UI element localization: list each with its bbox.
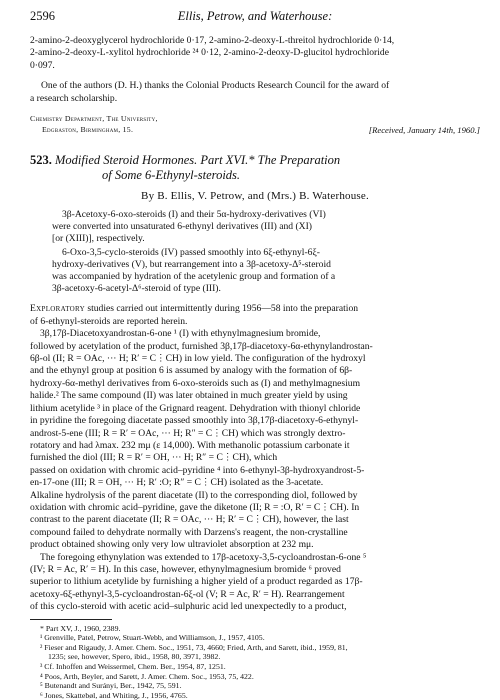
footnote: * Part XV, J., 1960, 2389. [40, 623, 121, 633]
text-line: One of the authors (D. H.) thanks the Colonial Products Research Council for the award of [41, 80, 390, 92]
footnote: ³ Cf. Inhoffen and Weissermel, Chem. Ber., 1954, 87, 1251. [40, 661, 226, 671]
abstract-paragraph-1 [52, 209, 458, 246]
text-line: 0·097. [30, 59, 55, 71]
author-address [30, 114, 480, 136]
text-line: followed by acetylation of the product, furnished 3β,17β-diacetoxy-6α-ethynylandrostan- [30, 340, 373, 352]
text-line: Alkaline hydrolysis of the parent diacetate (II) to the corresponding diol, followed by [30, 489, 358, 501]
text-line: 2-amino-2-deoxyglycerol hydrochloride 0·17, 2-amino-2-deoxy-L-threitol hydrochloride 0·14, [30, 35, 395, 46]
text-line: product obtained showing only very low ultraviolet absorption at 232 mμ. [30, 539, 314, 551]
address-city: Edgbaston, Birmingham, 15. [42, 124, 134, 134]
text-line: rotatory and had λmax. 232 mμ (ε 14,000). With methanolic potassium carbonate it [30, 439, 350, 451]
abstract-paragraph-2 [52, 247, 458, 296]
journal-page [30, 0, 480, 700]
address-department: Chemistry Department, The University, [30, 114, 158, 124]
text-line: compound failed to dehydrate normally with Darzens's reagent, the non-crystalline [30, 526, 348, 538]
text-line: 6-Oxo-3,5-cyclo-steroids (IV) passed smoothly into 6ξ-ethynyl-6ξ- [62, 246, 320, 258]
text-line: The foregoing ethynylation was extended to 17β-acetoxy-3,5-cycloandrostan-6-one ⁵ [40, 551, 367, 563]
text-line: 6β-ol (II; R = OAc, ··· H; R′ = C⋮CH) in low yield. The configuration of the hydroxyl [30, 353, 366, 365]
text-line: of 6-ethynyl-steroids are reported herein. [30, 315, 188, 327]
footnotes [30, 624, 480, 700]
text-line: oxidation with chromic acid–pyridine, gave the diketone (II; R = :O, R′ = C⋮CH). In [30, 501, 360, 513]
footnote: ⁵ Butenandt and Surányi, Ber., 1942, 75, 591. [40, 681, 182, 691]
text-line: 3β,17β-Diacetoxyandrostan-6-one ¹ (I) with ethynylmagnesium bromide, [40, 328, 321, 340]
received-date: [Received, January 14th, 1960.] [368, 124, 480, 135]
text-line: superior to lithium acetylide by furnishing a higher yield of a product regarded as 17β- [30, 576, 363, 588]
first-line-text: studies carried out intermittently during 1956—58 into the preparation [84, 303, 359, 315]
article-authors: By B. Ellis, V. Petrow, and (Mrs.) B. Waterhouse. [141, 190, 369, 203]
article-heading [30, 153, 480, 183]
text-line: lithium acetylide ³ in place of the Grignard reagent. Dehydration with thionyl chloride [30, 402, 361, 414]
lead-in-word: Exploratory [30, 303, 85, 315]
page-number: 2596 [30, 9, 55, 23]
footnote: ⁴ Poos, Arth, Beyler, and Sarett, J. Amer. Chem. Soc., 1953, 75, 422. [40, 671, 254, 681]
article-number: 523. [30, 153, 52, 168]
text-line: and the ethynyl group at position 6 is assumed by analogy with the formation of 6β- [30, 365, 353, 377]
footnote: ¹ Grenville, Patel, Petrow, Stuart-Webb, and Williamson, J., 1957, 4105. [40, 633, 265, 643]
text-line: halide.² The same compound (II) was later obtained in much greater yield by using [30, 390, 348, 402]
text-line: a research scholarship. [30, 92, 118, 104]
text-line: 2-amino-2-deoxy-L-xylitol hydrochloride ²⁴ 0·12, 2-amino-2-deoxy-D-glucitol hydrochloride [30, 47, 389, 59]
text-line: en-17-one (III; R = OH, ··· H; R′ :O; R″ = C⋮CH) isolated as the 3-acetate. [30, 477, 324, 489]
text-line: hydroxy-6α-methyl derivatives from 6-oxo-steroids such as (I) and methylmagnesium [30, 377, 361, 389]
text-line: androst-5-ene (III; R = R′ = OAc, ··· H; R″ = C⋮CH) which was strongly dextro- [30, 427, 346, 439]
text-line: passed on oxidation with chromic acid–pyridine ⁴ into 6-ethynyl-3β-hydroxyandrost-5- [30, 464, 365, 476]
text-line: was accompanied by hydration of the acetylenic group and formation of a [52, 271, 336, 283]
previous-article-tail [30, 35, 480, 72]
text-line: furnished the diol (III; R = R′ = OH, ··· H; R″ = C⋮CH), which [30, 452, 278, 464]
text-line: [or (XIII)], respectively. [52, 233, 145, 245]
text-line: in pyridine the foregoing diacetate passed smoothly into 3β,17β-diacetoxy-6-ethynyl- [30, 415, 359, 427]
text-line: contrast to the parent diacetate (II; R = OAc, ··· H; R′ = C⋮CH), however, the last [30, 514, 349, 526]
running-title: Ellis, Petrow, and Waterhouse: [177, 9, 333, 23]
page-header [30, 9, 480, 35]
text-line: 3β-acetoxy-6-acetyl-Δ⁶-steroid of type (III). [52, 283, 221, 295]
article-title-line-2: of Some 6-Ethynyl-steroids. [102, 168, 241, 183]
text-line: of this cyclo-steroid with acetic acid–sulphuric acid led unexpectedly to a product, [30, 601, 347, 613]
acknowledgement [30, 80, 480, 105]
article-body [30, 303, 480, 613]
text-line: hydroxy-derivatives (V), but rearrangement into a 3β-acetoxy-Δ⁵-steroid [52, 258, 331, 270]
footnote-divider [30, 619, 112, 620]
text-line: 3β-Acetoxy-6-oxo-steroids (I) and their 5α-hydroxy-derivatives (VI) [62, 209, 326, 221]
article-title-line-1: Modified Steroid Hormones. Part XVI.* The Preparation [55, 153, 341, 168]
text-line: acetoxy-6ξ-ethynyl-3,5-cycloandrostan-6ξ-ol (V; R = Ac, R′ = H). Rearrangement [30, 588, 345, 600]
text-line: (IV; R = Ac, R′ = H). In this case, however, ethynylmagnesium bromide ⁶ proved [30, 563, 341, 575]
footnote-continuation: 1235; see, however, Spero, ibid., 1958, 80, 3971, 3982. [48, 652, 221, 662]
abstract [52, 209, 458, 295]
text-line: were converted into unsaturated 6-ethynyl derivatives (III) and (XI) [52, 221, 312, 233]
footnote: ⁶ Jones, Skattebøl, and Whiting, J., 1956, 4765. [40, 690, 188, 700]
footnote: ² Fieser and Rigaudy, J. Amer. Chem. Soc., 1951, 73, 4660; Fried, Arth, and Sarett, ibid., 1959, 81, [40, 642, 348, 652]
text-line [30, 303, 480, 315]
